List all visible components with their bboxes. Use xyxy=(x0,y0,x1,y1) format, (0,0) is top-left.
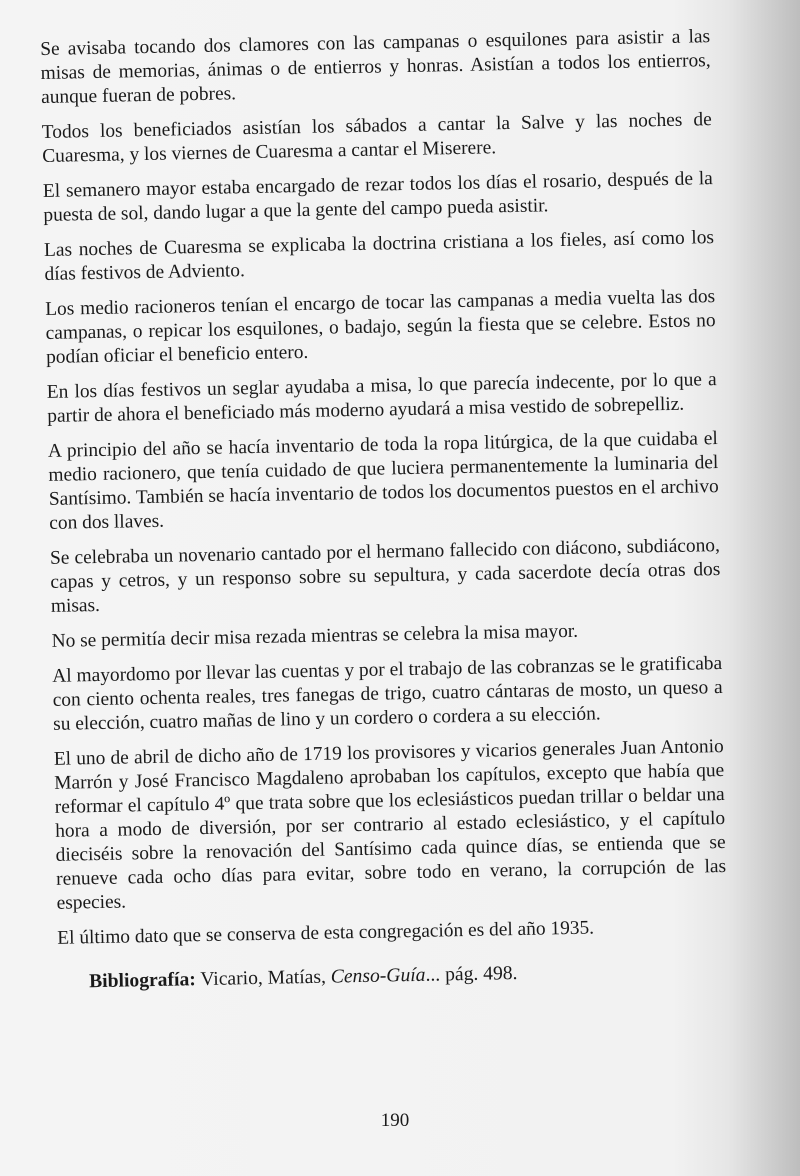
paragraph: Se celebraba un novenario cantado por el hermano fallecido con diácono, subdiácono, capas y cetros, y un responso sobre su sepultura, y cada sacerdote decía otras dos misas. xyxy=(49,535,721,617)
bibliography-label: Bibliografía: xyxy=(88,969,196,993)
paragraph: En los días festivos un seglar ayudaba a misa, lo que parecía indecente, por lo que a partir de ahora el beneficiado más moderno ayudará a misa vestido de sobrepelliz. xyxy=(46,369,717,427)
paragraph: El semanero mayor estaba encargado de rezar todos los días el rosario, después de la puesta de sol, dando lugar a que la gente del campo pueda asistir. xyxy=(42,168,714,226)
paragraph: A principio del año se hacía inventario de toda la ropa litúrgica, de la que cuidaba el medio racionero, que tenía cuidado de que luciera permanentemente la luminaria del Santísimo. También se hacía inventario de todos los documentos puestos en el archivo con dos llaves. xyxy=(47,428,719,534)
bibliography-work-title: Censo-Guía xyxy=(330,964,426,988)
paragraph: Todos los beneficiados asistían los sábados a cantar la Salve y las noches de Cuaresma, y los viernes de Cuaresma a cantar el Miserere. xyxy=(41,109,712,167)
bibliography xyxy=(89,958,728,994)
paragraph: Al mayordomo por llevar las cuentas y por el trabajo de las cobranzas se le gratificaba con ciento ochenta reales, tres fanegas de trigo, cuatro cántaras de mosto, un queso a su elección, cuatro mañas de lino y un cordero o cordera a su elección. xyxy=(52,653,723,735)
bibliography-pages: ... pág. 498. xyxy=(425,963,518,986)
page-number: 190 xyxy=(380,1110,410,1131)
paragraph: El uno de abril de dicho año de 1719 los provisores y vicarios generales Juan Antonio Marrón y José Francisco Magdaleno aprobaban los capítulos, excepto que había que reformar el capítulo 4º que trata sobre que los eclesiásticos puedan trillar o beldar una hora a modo de diversión, por ser contrario al estado eclesiástico, y el capítulo dieciséis sobre la renovación del Santísimo cada quince días, se entienda que se renueve cada ocho días para evitar, sobre todo en verano, la corrupción de las especies. xyxy=(53,736,727,914)
paragraph: Se avisaba tocando dos clamores con las campanas o esquilones para asistir a las misas de memorias, ánimas o de entierros y honras. Asistían a todos los entierros, aunque fueran de pobres. xyxy=(40,26,711,108)
paragraph: El último dato que se conserva de esta congregación es del año 1935. xyxy=(57,917,595,949)
body-text xyxy=(40,25,728,995)
paragraph: Los medio racioneros tenían el encargo de tocar las campanas a media vuelta las dos campanas, o repicar los esquilones, o badajo, según la fiesta que se celebre. Estos no podían oficiar el beneficio entero. xyxy=(45,286,716,368)
paragraph: Las noches de Cuaresma se explicaba la doctrina cristiana a los fieles, así como los días festivos de Adviento. xyxy=(43,227,715,285)
bibliography-author: Vicario, Matías, xyxy=(195,966,332,991)
paragraph: No se permitía decir misa rezada mientras se celebra la misa mayor. xyxy=(51,620,579,652)
